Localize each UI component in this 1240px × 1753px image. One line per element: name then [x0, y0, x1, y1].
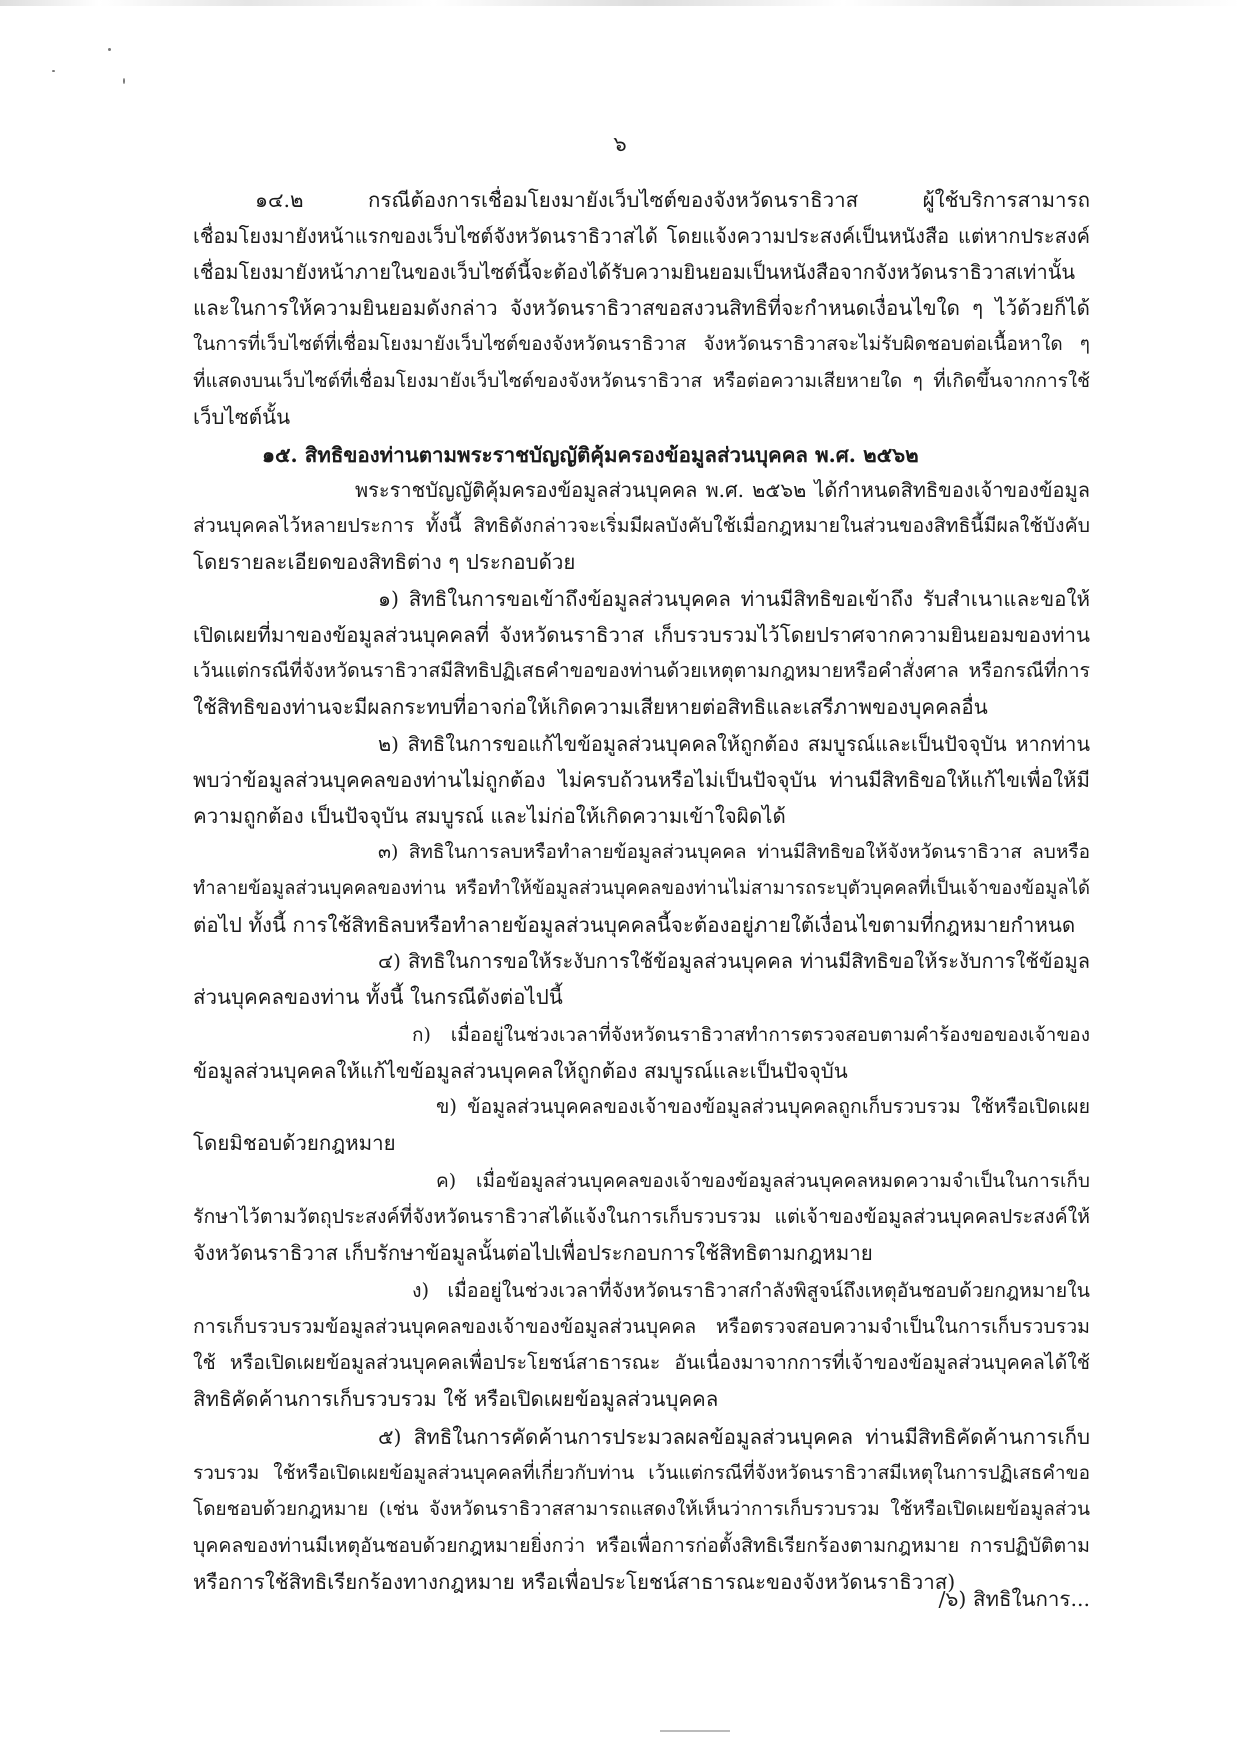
text-line: ความถูกต้อง เป็นปัจจุบัน สมบูรณ์ และไม่ก่อให้เกิดความเข้าใจผิดได้ [193, 804, 786, 828]
text-line: หรือการใช้สิทธิเรียกร้องทางกฎหมาย หรือเพื่อประโยชน์สาธารณะของจังหวัดนราธิวาส) [193, 1570, 956, 1594]
scan-speck [108, 48, 111, 51]
text-line: โดยชอบด้วยกฎหมาย (เช่น จังหวัดนราธิวาสสามารถแสดงให้เห็นว่าการเก็บรวบรวม ใช้หรือเปิดเผยข้อมูลส่วน [193, 1498, 1090, 1520]
text-line: เชื่อมโยงมายังหน้าแรกของเว็บไซต์จังหวัดนราธิวาสได้ โดยแจ้งความประสงค์เป็นหนังสือ แต่หากประสงค์ [193, 224, 1090, 248]
text-line: โดยมิชอบด้วยกฎหมาย [193, 1131, 396, 1155]
text-line: ก) เมื่ออยู่ในช่วงเวลาที่จังหวัดนราธิวาสทำการตรวจสอบตามคำร้องขอของเจ้าของ [412, 1024, 1090, 1046]
text-line: เว็บไซต์นั้น [193, 405, 291, 429]
text-line: เว้นแต่กรณีที่จังหวัดนราธิวาสมีสิทธิปฏิเสธคำขอของท่านด้วยเหตุตามกฎหมายหรือคำสั่งศาล หรือกรณีที่การ [193, 659, 1090, 682]
text-line: ๕) สิทธิในการคัดค้านการประมวลผลข้อมูลส่วนบุคคล ท่านมีสิทธิคัดค้านการเก็บ [378, 1425, 1090, 1449]
text-line: รวบรวม ใช้หรือเปิดเผยข้อมูลส่วนบุคคลที่เกี่ยวกับท่าน เว้นแต่กรณีที่จังหวัดนราธิวาสมีเหตุในการปฏิเสธคำขอ [193, 1462, 1090, 1484]
text-line: เปิดเผยที่มาของข้อมูลส่วนบุคคลที่ จังหวัดนราธิวาส เก็บรวบรวมไว้โดยปราศจากความยินยอมของท่าน [193, 623, 1090, 647]
text-line: ๔) สิทธิในการขอให้ระงับการใช้ข้อมูลส่วนบุคคล ท่านมีสิทธิขอให้ระงับการใช้ข้อมูล [378, 949, 1090, 973]
text-line: เชื่อมโยงมายังหน้าภายในของเว็บไซต์นี้จะต้องได้รับความยินยอมเป็นหนังสือจากจังหวัดนราธิวาสเท่านั้น [193, 260, 1076, 284]
text-line: ทำลายข้อมูลส่วนบุคคลของท่าน หรือทำให้ข้อมูลส่วนบุคคลของท่านไม่สามารถระบุตัวบุคคลที่เป็นเจ้าของข้อมูลได้ [193, 878, 1090, 899]
text-line: ๒) สิทธิในการขอแก้ไขข้อมูลส่วนบุคคลให้ถูกต้อง สมบูรณ์และเป็นปัจจุบัน หากท่าน [378, 732, 1090, 756]
text-line: ข) ข้อมูลส่วนบุคคลของเจ้าของข้อมูลส่วนบุคคลถูกเก็บรวบรวม ใช้หรือเปิดเผย [436, 1095, 1090, 1118]
text-line: รักษาไว้ตามวัตถุประสงค์ที่จังหวัดนราธิวาสได้แจ้งในการเก็บรวบรวม แต่เจ้าของข้อมูลส่วนบุคคลประสงค์ให้ [193, 1205, 1090, 1228]
scan-speck [52, 70, 55, 72]
text-line: ต่อไป ทั้งนี้ การใช้สิทธิลบหรือทำลายข้อมูลส่วนบุคคลนี้จะต้องอยู่ภายใต้เงื่อนไขตามที่กฎหมายกำหนด [193, 913, 1076, 937]
text-line: ง) เมื่ออยู่ในช่วงเวลาที่จังหวัดนราธิวาสกำลังพิสูจน์ถึงเหตุอันชอบด้วยกฎหมายใน [412, 1279, 1090, 1302]
text-line: จังหวัดนราธิวาส เก็บรักษาข้อมูลนั้นต่อไปเพื่อประกอบการใช้สิทธิตามกฎหมาย [193, 1241, 873, 1265]
page-number: ๖ [613, 132, 627, 156]
text-line: สิทธิคัดค้านการเก็บรวบรวม ใช้ หรือเปิดเผยข้อมูลส่วนบุคคล [193, 1387, 719, 1411]
text-line: ในการที่เว็บไซต์ที่เชื่อมโยงมายังเว็บไซต์ของจังหวัดนราธิวาส จังหวัดนราธิวาสจะไม่รับผิดชอบต่อเนื้อหาใด ๆ [193, 333, 1090, 355]
text-line: ๑๔.๒ กรณีต้องการเชื่อมโยงมายังเว็บไซต์ของจังหวัดนราธิวาส ผู้ใช้บริการสามารถ [255, 188, 1090, 212]
text-line: ข้อมูลส่วนบุคคลให้แก้ไขข้อมูลส่วนบุคคลให้ถูกต้อง สมบูรณ์และเป็นปัจจุบัน [193, 1059, 848, 1083]
text-line: ส่วนบุคคลไว้หลายประการ ทั้งนี้ สิทธิดังกล่าวจะเริ่มมีผลบังคับใช้เมื่อกฎหมายในส่วนของสิทธินี้มีผลใช้บังคับ [193, 514, 1090, 537]
section-heading: ๑๕. สิทธิของท่านตามพระราชบัญญัติคุ้มครองข้อมูลส่วนบุคคล พ.ศ. ๒๕๖๒ [262, 443, 919, 467]
text-line: ใช้ หรือเปิดเผยข้อมูลส่วนบุคคลเพื่อประโยชน์สาธารณะ อันเนื่องมาจากการที่เจ้าของข้อมูลส่วนบุคคลได้ใช้ [193, 1351, 1090, 1374]
text-line: ที่แสดงบนเว็บไซต์ที่เชื่อมโยงมายังเว็บไซต์ของจังหวัดนราธิวาส หรือต่อความเสียหายใด ๆ ที่เกิดขึ้นจากการใช้ [193, 370, 1090, 392]
text-line: โดยรายละเอียดของสิทธิต่าง ๆ ประกอบด้วย [193, 550, 576, 574]
text-line: และในการให้ความยินยอมดังกล่าว จังหวัดนราธิวาสขอสงวนสิทธิที่จะกำหนดเงื่อนไขใด ๆ ไว้ด้วยก็ได้ [193, 296, 1090, 320]
scan-mark [660, 1730, 730, 1732]
text-line: ค) เมื่อข้อมูลส่วนบุคคลของเจ้าของข้อมูลส่วนบุคคลหมดความจำเป็นในการเก็บ [436, 1170, 1090, 1192]
text-line: ๓) สิทธิในการลบหรือทำลายข้อมูลส่วนบุคคล ท่านมีสิทธิขอให้จังหวัดนราธิวาส ลบหรือ [378, 841, 1090, 863]
text-line: ๑) สิทธิในการขอเข้าถึงข้อมูลส่วนบุคคล ท่านมีสิทธิขอเข้าถึง รับสำเนาและขอให้ [378, 587, 1090, 611]
text-line: การเก็บรวบรวมข้อมูลส่วนบุคคลของเจ้าของข้อมูลส่วนบุคคล หรือตรวจสอบความจำเป็นในการเก็บรวบรวม [193, 1315, 1090, 1338]
text-line: ส่วนบุคคลของท่าน ทั้งนี้ ในกรณีดังต่อไปนี้ [193, 985, 563, 1009]
text-line: บุคคลของท่านมีเหตุอันชอบด้วยกฎหมายยิ่งกว่า หรือเพื่อการก่อตั้งสิทธิเรียกร้องตามกฎหมาย การปฏิบัติตาม [193, 1534, 1090, 1557]
continuation-text: /๖) สิทธิในการ... [938, 1587, 1090, 1611]
text-line: พบว่าข้อมูลส่วนบุคคลของท่านไม่ถูกต้อง ไม่ครบถ้วนหรือไม่เป็นปัจจุบัน ท่านมีสิทธิขอให้แก้ไขเพื่อให้มี [193, 768, 1090, 792]
scan-speck [123, 78, 125, 84]
text-line: ใช้สิทธิของท่านจะมีผลกระทบที่อาจก่อให้เกิดความเสียหายต่อสิทธิและเสรีภาพของบุคคลอื่น [193, 695, 988, 719]
text-line: พระราชบัญญัติคุ้มครองข้อมูลส่วนบุคคล พ.ศ. ๒๕๖๒ ได้กำหนดสิทธิของเจ้าของข้อมูล [355, 478, 1090, 502]
scan-edge [0, 0, 1240, 6]
